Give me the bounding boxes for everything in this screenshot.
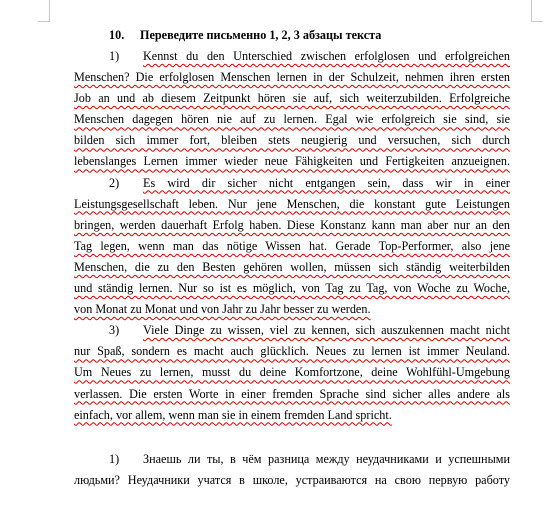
- document-body[interactable]: [74, 24, 510, 491]
- line-text: Job an und ab diesem Zeitpunkt hören sie auf, sich weiterzubilden. Erfolgreiche: [74, 91, 510, 106]
- line-text: und ständig lernen. Nur so ist es möglich, von Tag zu Tag, von Woche zu Woche,: [74, 281, 510, 296]
- margin-corner-left-vertical: [48, 0, 50, 22]
- line-text: Menschen, die zu den Besten gehören wollen, müssen sich ständig weiterbilden: [74, 259, 510, 274]
- paragraph-2: [74, 173, 510, 321]
- line-text: Um Neues zu lernen, musst du deine Komfortzone, deine Wohlfühl-Umgebung: [74, 365, 510, 380]
- line-text: Tag legen, wenn man das nötige Wissen hat. Gerade Top-Performer, also jene: [74, 238, 510, 253]
- paragraph-number: 3): [109, 323, 120, 338]
- line-text: Menschen? Die erfolglosen Menschen lernen in der Schulzeit, nehmen ihren ersten: [74, 70, 510, 85]
- paragraph-1: [74, 46, 510, 173]
- paragraph-line: [74, 109, 510, 130]
- paragraph-line: [74, 405, 510, 426]
- line-text: verlassen. Die ersten Worte in einer fremden Sprache sind sicher alles andere als: [74, 386, 510, 401]
- paragraph-line: [74, 67, 510, 88]
- paragraph-line: [74, 215, 510, 236]
- line-text: lebenslanges Lernen immer wieder neue Fähigkeiten und Fertigkeiten anzueignen.: [74, 154, 510, 169]
- line-text: bilden sich immer fort, bleiben stets neugierig und versuchen, sich durch: [74, 133, 510, 148]
- paragraph-line: [74, 236, 510, 257]
- line-text: Знаешь ли ты, в чём разница между неудачниками и успешными: [143, 451, 510, 466]
- line-text: von Monat zu Monat und von Jahr zu Jahr besser zu werden.: [74, 302, 371, 317]
- line-text: Menschen dagegen hören nie auf zu lernen. Egal wie erfolgreich sie sind, sie: [74, 112, 510, 127]
- paragraph-line: [74, 384, 510, 405]
- paragraph-line: [74, 46, 510, 67]
- paragraph-line: [74, 194, 510, 215]
- translation-paragraph-1: [74, 449, 510, 491]
- paragraph-line: [74, 88, 510, 109]
- task-heading: [74, 24, 510, 46]
- paragraph-line: [74, 257, 510, 278]
- line-text: Kennst du den Unterschied zwischen erfolglosen und erfolgreichen: [143, 49, 510, 63]
- paragraph-line: [74, 362, 510, 383]
- margin-corner-left-horizontal: [38, 21, 49, 23]
- task-number: 10.: [109, 28, 125, 42]
- line-text: bringen, werden dauerhaft Erfolg haben. Diese Konstanz kann man aber nur an den: [74, 217, 510, 232]
- paragraph-number: 1): [109, 451, 120, 466]
- line-text: людьми? Неудачники учатся в школе, устраиваются на свою первую работу: [74, 472, 510, 487]
- line-text: einfach, vor allem, wenn man sie in einem fremden Land spricht.: [74, 407, 392, 422]
- paragraph-line: [74, 449, 510, 470]
- margin-corner-right-vertical: [531, 0, 533, 22]
- line-text: nur Spaß, sondern es macht auch glücklich. Neues zu lernen ist immer Neuland.: [74, 344, 510, 359]
- paragraph-3: [74, 320, 510, 425]
- empty-line: [74, 426, 510, 449]
- paragraph-line: [74, 151, 510, 172]
- line-text: Viele Dinge zu wissen, viel zu kennen, sich auszukennen macht nicht: [143, 323, 510, 338]
- paragraph-number: 2): [109, 175, 120, 190]
- paragraph-line: [74, 130, 510, 151]
- margin-corner-right-horizontal: [531, 21, 543, 23]
- paragraph-line: [74, 278, 510, 299]
- paragraph-number: 1): [109, 49, 120, 63]
- paragraph-line: [74, 320, 510, 341]
- line-text: Es wird dir sicher nicht entgangen sein, dass wir in einer: [143, 175, 510, 190]
- paragraph-line: [74, 470, 510, 491]
- task-title: Переведите письменно 1, 2, 3 абзацы текста: [140, 28, 382, 42]
- paragraph-line: [74, 341, 510, 362]
- line-text: Leistungsgesellschaft leben. Nur jene Menschen, die konstant gute Leistungen: [74, 196, 510, 211]
- paragraph-line: [74, 299, 510, 320]
- paragraph-line: [74, 173, 510, 194]
